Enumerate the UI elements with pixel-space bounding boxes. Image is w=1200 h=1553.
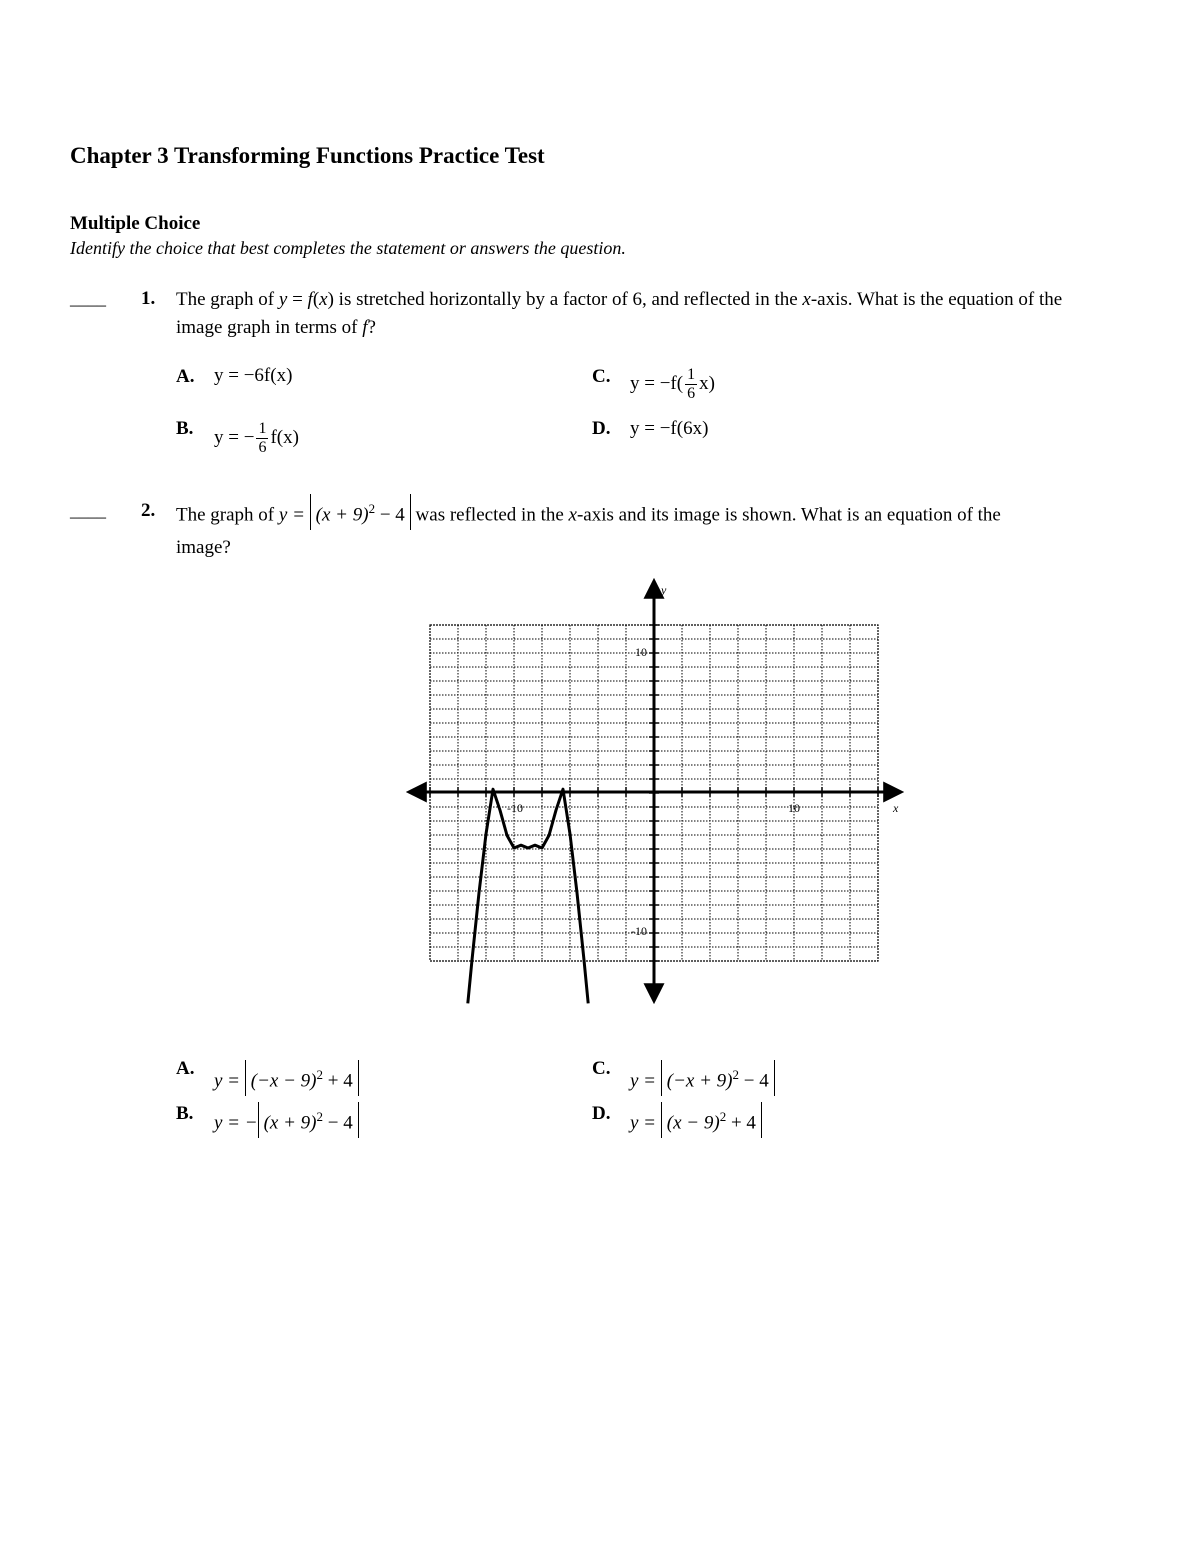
q2-choice-d-letter: D. (592, 1103, 611, 1124)
x-tick-label-10: 10 (788, 801, 800, 815)
x-axis-label: x (893, 801, 899, 815)
q2-choice-a-letter: A. (176, 1058, 195, 1079)
document-title: Chapter 3 Transforming Functions Practice Test (70, 143, 545, 168)
question-2-text: The graph of $y = (x + 9)^2 - 4$ was reflected in the x-axis and its image is shown. What is an equation of the (176, 494, 1136, 530)
y-tick-label-10: 10 (635, 645, 647, 659)
q1-choice-a-letter: A. (176, 366, 195, 387)
q2-choice-b-letter: B. (176, 1103, 194, 1124)
question-number-2: 2. (141, 500, 156, 521)
q1-choice-a[interactable]: y = −6f(x) (214, 365, 293, 386)
q2-choice-d[interactable]: $y = (x - 9)^2 + 4$ (630, 1102, 762, 1138)
q1-choice-b-letter: B. (176, 418, 194, 439)
answer-blank-2[interactable]: ____ (70, 500, 106, 520)
answer-blank-1[interactable]: ____ (70, 288, 106, 308)
x-tick-label-neg10: -10 (507, 801, 523, 815)
question-1-text: The graph of y = f(x) is stretched horizontally by a factor of 6, and reflected in the x-axis. What is the equation of the image graph in terms of f? (176, 289, 1063, 338)
y-axis-label: y (661, 583, 667, 597)
q2-choice-c[interactable]: $y = (-x + 9)^2 - 4$ (630, 1060, 775, 1096)
q1-choice-b[interactable]: y = − $\frac{1}{6}$ f(x) (214, 420, 299, 456)
q1-choice-d[interactable]: y = −f(6x) (630, 418, 709, 439)
instructions: Identify the choice that best completes the statement or answers the question. (70, 238, 626, 258)
function-graph (400, 575, 910, 1010)
y-tick-label-neg10: -10 (631, 924, 647, 938)
section-heading: Multiple Choice (70, 213, 201, 234)
q1-choice-c-letter: C. (592, 366, 611, 387)
q1-choice-c[interactable]: y = −f( $\frac{1}{6}$ x) (630, 366, 715, 402)
q2-choice-b[interactable]: y = − $(x + 9)^2 - 4$ (214, 1102, 359, 1138)
question-number-1: 1. (141, 288, 156, 309)
question-2-text-line2: image? (176, 537, 231, 558)
q1-choice-d-letter: D. (592, 418, 611, 439)
q2-choice-a[interactable]: $y = (-x - 9)^2 + 4$ (214, 1060, 359, 1096)
q2-choice-c-letter: C. (592, 1058, 611, 1079)
